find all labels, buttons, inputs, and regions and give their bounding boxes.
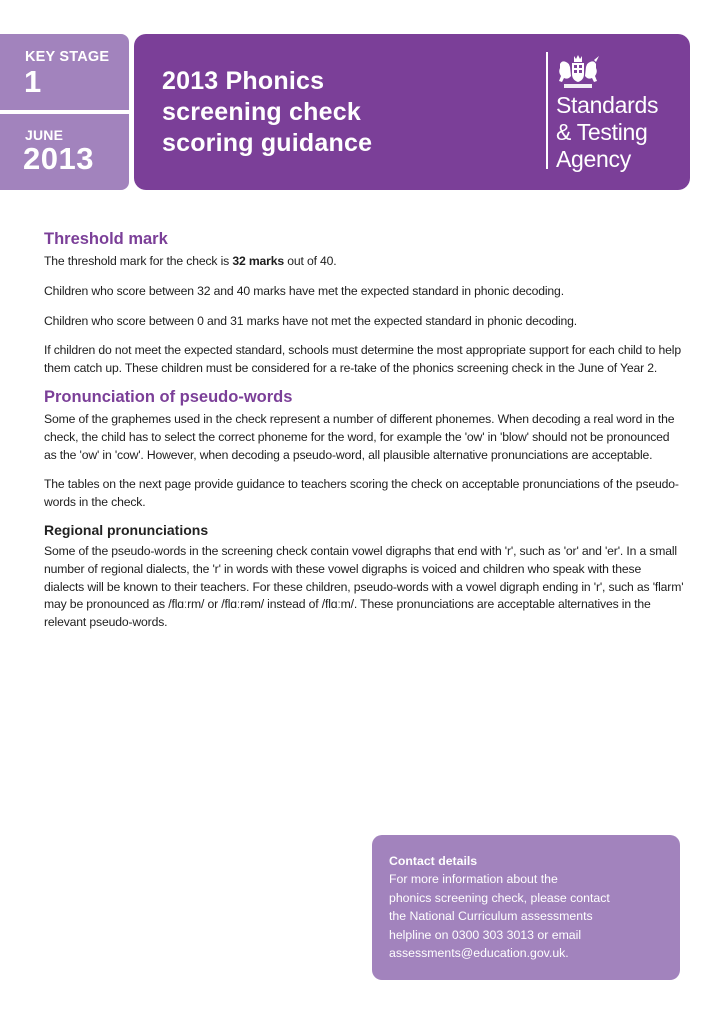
contact-line: For more information about the: [389, 872, 558, 887]
agency-name-line: Standards: [556, 92, 659, 118]
agency-name-line: Agency: [556, 146, 631, 172]
support-paragraph: If children do not meet the expected standard, schools must determine the most appropriate support for each child to help them catch up. These children must be considered for a re-take of the phonics screening check in the June of Year 2.: [44, 343, 681, 376]
pronunciation-paragraph: Some of the graphemes used in the check represent a number of different phonemes. When decoding a real word in the check, the child has to select the correct phoneme for the word, for example the 'ow' in 'blow' should not be pronounced as the 'ow' in 'cow'. However, when decoding a pseudo-word, all plausible alternative pronunciations are acceptable.: [44, 411, 675, 462]
logo-divider: [546, 52, 548, 169]
contact-line: the National Curriculum assessments: [389, 909, 593, 924]
threshold-text: The threshold mark for the check is: [44, 254, 233, 268]
agency-name-line: & Testing: [556, 119, 648, 145]
document-title: [162, 66, 372, 159]
contact-helpline: helpline on 0300 303 3013 or email: [389, 927, 582, 942]
regional-heading: Regional pronunciations: [44, 521, 209, 538]
met-standard-paragraph: Children who score between 32 and 40 marks have met the expected standard in phonic decoding.: [44, 283, 564, 298]
header-banner: [134, 34, 690, 190]
year-value: 2013: [23, 141, 94, 176]
tables-guidance-paragraph: The tables on the next page provide guidance to teachers scoring the check on acceptable pronunciations of the pseudo-words in the check.: [44, 477, 679, 510]
not-met-standard-paragraph: Children who score between 0 and 31 marks have not met the expected standard in phonic decoding.: [44, 313, 578, 328]
threshold-value: 32 marks: [232, 254, 284, 268]
title-line: screening check: [162, 98, 361, 126]
contact-details-box: [372, 835, 680, 980]
royal-coat-of-arms-icon: [556, 54, 600, 90]
threshold-heading: Threshold mark: [44, 230, 168, 248]
threshold-text: out of 40.: [283, 254, 337, 268]
regional-paragraph: Some of the pseudo-words in the screening check contain vowel digraphs that end with 'r', such as 'or' and 'er'. In a small number of regional dialects, the 'r' in words with these vowel digraphs is voiced and children who speak with these dialects will be known to their teachers. For these children, pseudo-words with a vowel digraph ending in 'r', such as 'flarm' may be pronounced as /flɑːrm/ or /flɑːrəm/ instead of /flɑːm/. These pronunciations are acceptable alternatives in the relevant pseudo-words.: [44, 543, 684, 630]
contact-title: Contact details: [389, 854, 478, 868]
document-body: [44, 228, 684, 632]
sta-logo: [546, 52, 676, 177]
agency-name: [556, 92, 658, 173]
pronunciation-heading: Pronunciation of pseudo-words: [44, 387, 293, 406]
key-stage-label: KEY STAGE: [25, 49, 110, 65]
month-label: JUNE: [25, 127, 64, 143]
contact-line: phonics screening check, please contact: [389, 890, 610, 905]
contact-email: assessments@education.gov.uk.: [389, 946, 569, 961]
threshold-statement: [44, 253, 684, 271]
date-box: [0, 114, 129, 190]
key-stage-box: [0, 34, 129, 110]
title-line: scoring guidance: [162, 129, 373, 157]
title-line: 2013 Phonics: [162, 67, 325, 95]
key-stage-value: 1: [24, 64, 42, 99]
